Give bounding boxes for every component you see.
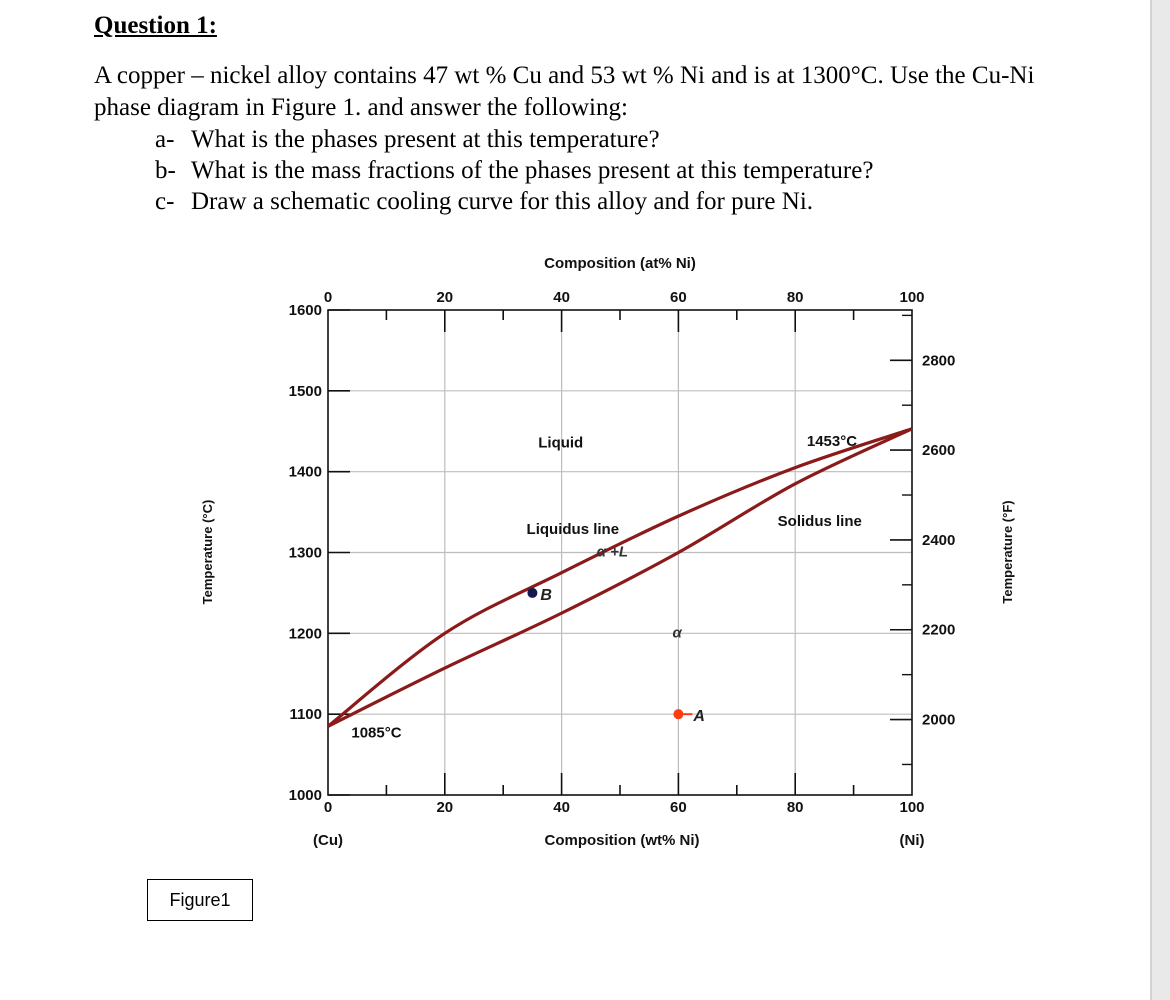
point-b-marker bbox=[527, 588, 537, 598]
item-text: What is the phases present at this temperature? bbox=[191, 126, 660, 153]
point-a-label: A bbox=[693, 708, 705, 726]
left-tick-label: 1000 bbox=[288, 787, 322, 804]
top-tick-label: 0 bbox=[323, 289, 333, 306]
right-axis-title: Temperature (°F) bbox=[1000, 500, 1015, 604]
page-edge bbox=[1150, 0, 1152, 1000]
left-tick-label: 1400 bbox=[288, 463, 322, 481]
top-tick-label: 60 bbox=[670, 289, 687, 306]
region-label: α bbox=[672, 624, 682, 642]
left-tick-label: 1600 bbox=[288, 302, 322, 319]
bottom-tick-label: 0 bbox=[323, 799, 333, 816]
right-tick-label: 2600 bbox=[922, 442, 956, 460]
left-tick-label: 1200 bbox=[288, 625, 322, 643]
bottom-tick-label: 80 bbox=[786, 799, 804, 816]
bottom-end-label-cu: (Cu) bbox=[313, 832, 343, 849]
region-label: α +L bbox=[596, 543, 629, 561]
item-marker: b- bbox=[155, 157, 176, 184]
figure-caption: Figure1 bbox=[147, 879, 253, 921]
region-label: Liquidus line bbox=[526, 520, 620, 538]
item-text: What is the mass fractions of the phases present at this temperature? bbox=[191, 157, 874, 184]
top-tick-label: 40 bbox=[553, 289, 570, 306]
region-label: Liquid bbox=[538, 434, 584, 452]
top-tick-label: 80 bbox=[786, 289, 804, 306]
bottom-axis-title: Composition (wt% Ni) bbox=[544, 832, 700, 849]
bottom-end-label-ni: (Ni) bbox=[899, 832, 925, 849]
top-tick-label: 100 bbox=[899, 289, 925, 306]
right-tick-label: 2400 bbox=[922, 531, 956, 549]
region-label: Solidus line bbox=[777, 512, 862, 530]
question-heading: Question 1: bbox=[94, 12, 217, 39]
top-tick-label: 20 bbox=[436, 289, 454, 306]
item-marker: c- bbox=[155, 188, 175, 215]
item-marker: a- bbox=[155, 126, 175, 153]
bottom-tick-label: 40 bbox=[553, 799, 570, 816]
right-tick-label: 2200 bbox=[922, 621, 956, 639]
left-tick-label: 1100 bbox=[289, 706, 322, 724]
right-tick-label: 2800 bbox=[922, 352, 956, 370]
item-text: Draw a schematic cooling curve for this alloy and for pure Ni. bbox=[191, 188, 814, 215]
right-tick-label: 2000 bbox=[922, 711, 956, 729]
left-tick-label: 1500 bbox=[288, 382, 322, 400]
solidus-curve bbox=[328, 429, 912, 726]
left-axis-title: Temperature (°C) bbox=[200, 499, 215, 605]
question-intro: A copper – nickel alloy contains 47 wt % Cu and 53 wt % Ni and is at 1300°C. Use the Cu-Ni phase diagram in Figure 1. and answer the following: bbox=[94, 62, 1035, 121]
bottom-tick-label: 60 bbox=[670, 799, 687, 816]
bottom-tick-label: 100 bbox=[899, 799, 925, 816]
bottom-tick-label: 20 bbox=[436, 799, 454, 816]
point-b-label: B bbox=[540, 586, 552, 604]
temperature-annotation: 1453°C bbox=[806, 432, 858, 450]
top-axis-title: Composition (at% Ni) bbox=[544, 255, 696, 272]
temperature-annotation: 1085°C bbox=[351, 724, 402, 742]
left-tick-label: 1300 bbox=[288, 544, 322, 562]
